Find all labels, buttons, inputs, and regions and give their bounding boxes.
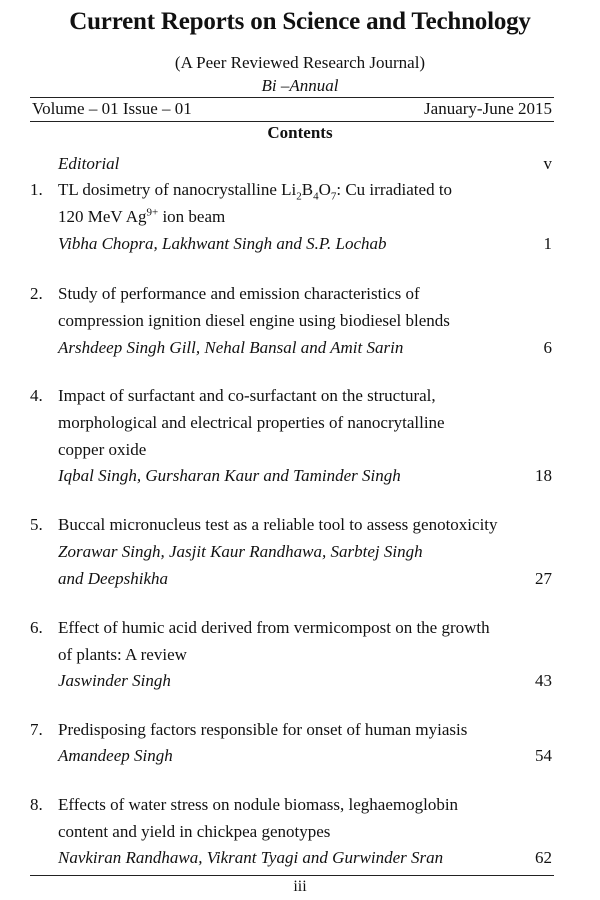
entry-page: 62 xyxy=(535,848,552,867)
editorial-label: Editorial xyxy=(58,154,120,173)
entry-title-line: TL dosimetry of nanocrystalline $Li_2B_4O_7$: Cu irradiated to xyxy=(58,180,453,203)
contents-heading: Contents xyxy=(267,123,333,142)
entry-authors: Amandeep Singh xyxy=(58,746,173,765)
entry-number: 6. xyxy=(30,618,43,637)
entry-page: 1 xyxy=(543,234,552,253)
entry-authors: Vibha Chopra, Lakhwant Singh and S.P. Lochab xyxy=(58,234,387,253)
entry-number: 4. xyxy=(30,386,43,405)
entry-title-line: of plants: A review xyxy=(58,645,187,664)
entry-page: 27 xyxy=(535,569,552,588)
volume-issue: Volume – 01 Issue – 01 xyxy=(32,99,192,118)
entry-title-line: copper oxide xyxy=(58,440,147,459)
entry-title-line: Buccal micronucleus test as a reliable tool to assess genotoxicity xyxy=(58,515,498,534)
entry-page: 6 xyxy=(543,338,552,357)
entry-number: 8. xyxy=(30,795,43,814)
entry-title-line: content and yield in chickpea genotypes xyxy=(58,822,331,841)
entry-number: 5. xyxy=(30,515,43,534)
entry-title-line: Effect of humic acid derived from vermicompost on the growth xyxy=(58,618,490,637)
journal-title: Current Reports on Science and Technology xyxy=(69,8,531,35)
entry-authors: Arshdeep Singh Gill, Nehal Bansal and Amit Sarin xyxy=(58,338,404,357)
entry-number: 7. xyxy=(30,720,43,739)
issue-date: January-June 2015 xyxy=(424,99,552,118)
entry-title-line: 120 MeV $Ag^{9+}$ ion beam xyxy=(58,206,226,226)
entry-authors: Zorawar Singh, Jasjit Kaur Randhawa, Sarbtej Singh xyxy=(58,542,423,561)
issue-bar xyxy=(30,97,554,122)
editorial-page: v xyxy=(543,154,552,173)
entry-page: 43 xyxy=(535,671,552,690)
entry-title-line: Predisposing factors responsible for onset of human myiasis xyxy=(58,720,468,739)
entry-page: 54 xyxy=(535,746,552,765)
entry-title-line: morphological and electrical properties of nanocrytalline xyxy=(58,413,445,432)
entry-authors: and Deepshikha xyxy=(58,569,169,588)
bottom-rule xyxy=(30,875,554,876)
entry-authors: Navkiran Randhawa, Vikrant Tyagi and Gurwinder Sran xyxy=(58,848,444,867)
entry-title-line: Study of performance and emission characteristics of xyxy=(58,284,420,303)
entry-authors: Jaswinder Singh xyxy=(58,671,171,690)
entry-number: 2. xyxy=(30,284,43,303)
entry-authors: Iqbal Singh, Gursharan Kaur and Taminder Singh xyxy=(58,466,401,485)
journal-subtitle: (A Peer Reviewed Research Journal) xyxy=(174,53,426,72)
entry-title-line: compression ignition diesel engine using biodiesel blends xyxy=(58,311,450,330)
journal-frequency: Bi –Annual xyxy=(261,76,339,95)
entry-title-line: Impact of surfactant and co-surfactant on the structural, xyxy=(58,386,436,405)
entry-number: 1. xyxy=(30,180,43,199)
entry-title-line: Effects of water stress on nodule biomass, leghaemoglobin xyxy=(58,795,459,814)
entry-page: 18 xyxy=(535,466,552,485)
page-folio: iii xyxy=(293,878,307,895)
